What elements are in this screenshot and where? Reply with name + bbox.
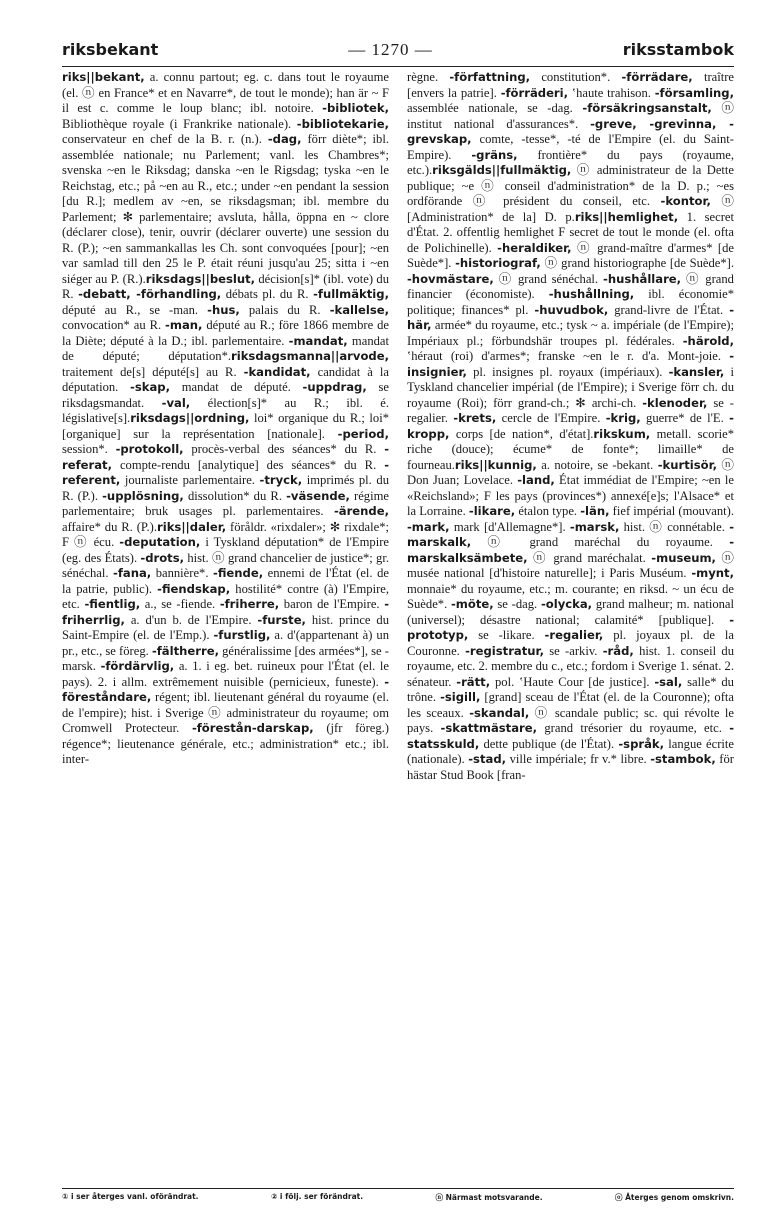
headword: -föreståndare, bbox=[62, 674, 389, 704]
headword: -historiograf, bbox=[455, 256, 541, 270]
definition-text: för hästar Stud Book [fran- bbox=[407, 752, 734, 782]
definition-text: ennemi de l'État (el. de la patrie, public). bbox=[62, 566, 389, 596]
definition-text: corps [de nation*, d'état]. bbox=[449, 426, 594, 441]
definition-text: armée* du royaume, etc.; tysk ~ a. impériale (de l'Empire); Impériaux pl.; förbundshär troupes pl. fédérales. bbox=[407, 318, 734, 348]
headword: -gräns, bbox=[471, 147, 518, 162]
definition-text: ⓝ grand maréchal du royaume. bbox=[471, 535, 730, 549]
definition-text: mandat de député; députation*. bbox=[62, 333, 389, 363]
headword: -period, bbox=[337, 426, 389, 441]
page-header bbox=[62, 40, 734, 62]
definition-text: procès-verbal des séances* du R. bbox=[183, 442, 385, 456]
definition-text: dette publique (de l'État). bbox=[479, 736, 619, 751]
definition-text: baron de l'Empire. bbox=[279, 597, 385, 611]
definition-text: loi* organique du R.; loi* [organique] sur la représentation [nationale]. bbox=[62, 411, 389, 441]
headword: -friherre, bbox=[219, 597, 280, 611]
definition-text: ⓝ institut national d'assurances*. bbox=[407, 101, 734, 131]
headword: -fördärvlig, bbox=[100, 659, 175, 673]
headword: -friherrlig, bbox=[62, 597, 389, 627]
headword: -referat, bbox=[62, 442, 389, 472]
headword: -bibliotek, bbox=[322, 101, 389, 115]
definition-text: ⓝ [Administration* de la] D. p. bbox=[407, 194, 734, 224]
headword: -skap, bbox=[130, 380, 170, 394]
headword: -olycka, bbox=[540, 597, 593, 611]
definition-text: a. d'(appartenant à) un pr., etc., se föreg. bbox=[62, 628, 389, 658]
headword: -skandal, bbox=[469, 705, 530, 720]
headword: -upplösning, bbox=[102, 488, 184, 503]
definition-text: ⓝ musée national [d'histoire naturelle]; i Paris Muséum. bbox=[407, 550, 734, 580]
headword: -kontor, bbox=[660, 194, 711, 208]
left-column bbox=[62, 70, 389, 1180]
definition-text: ⓝ scandale public; sc. qui révolte le pays. bbox=[407, 705, 734, 735]
definition-text: régent; ibl. lieutenant général du royaume (el. de l'empire); hist. i Sverige ⓝ administrateur du royaume; om Cromwell Protecteur. bbox=[62, 690, 389, 735]
definition-text: ⓝ administrateur de la Dette publique; ~e ⓝ conseil d'administration* de la D. p.; ~es ordförande ⓝ président du conseil, etc. bbox=[407, 163, 734, 208]
definition-text: Bibliothèque royale (i Frankrike nationale). bbox=[62, 116, 297, 131]
headword: -kropp, bbox=[407, 411, 734, 441]
legend-item: ⓝ Närmast motsvarande. bbox=[435, 1193, 543, 1202]
headword: -rätt, bbox=[456, 674, 491, 689]
headword: -statsskuld, bbox=[407, 721, 734, 751]
headword: -stad, bbox=[468, 752, 507, 766]
headword: -marskalk, bbox=[407, 519, 734, 549]
headword: -krig, bbox=[605, 411, 641, 425]
legend-item: ⓞ Återges genom omskrivn. bbox=[615, 1193, 734, 1202]
headword: -heraldiker, bbox=[497, 240, 572, 255]
headword: -val, bbox=[161, 395, 191, 410]
headword: -hovmästare, bbox=[407, 271, 494, 286]
headword: -sigill, bbox=[440, 690, 481, 704]
headword: -härold, bbox=[682, 333, 734, 348]
headword: -hushållare, bbox=[603, 271, 682, 286]
headword: -mandat, bbox=[288, 333, 348, 348]
headword: -protokoll, bbox=[115, 442, 184, 456]
definition-text: cercle de l'Empire. bbox=[496, 411, 606, 425]
headword: -furste, bbox=[257, 612, 306, 627]
definition-text: ibl. économie* politique; finances* pl. bbox=[407, 287, 734, 317]
headword: -sal, bbox=[654, 674, 683, 689]
definition-text: a., se -fiende. bbox=[140, 597, 220, 611]
headword: -kandidat, bbox=[243, 364, 311, 379]
definition-text: assemblée nationale, se -dag. bbox=[407, 101, 583, 115]
headword: rikskum, bbox=[593, 426, 651, 441]
right-guide-word: riksstambok bbox=[622, 40, 734, 59]
headword: -väsende, bbox=[286, 488, 350, 503]
definition-text: conservateur en chef de la B. r. (n.). bbox=[62, 132, 268, 146]
definition-text: élection[s]* au R.; ibl. é. législative[s]. bbox=[62, 395, 389, 425]
definition-text: [grand] sceau de l'État (el. de la Couronne); ofta les sceaux. bbox=[407, 690, 734, 720]
footer-rule bbox=[62, 1188, 734, 1189]
headword: riksdags||ordning, bbox=[130, 411, 250, 425]
definition-text: frontière* du pays (royaume, etc.). bbox=[407, 147, 734, 177]
headword: -registratur, bbox=[465, 643, 544, 658]
definition-text: ʽhéraut (roi) d'armes*; franske ~en le r. d'a. Mont-joie. bbox=[407, 349, 730, 363]
headword: -fana, bbox=[113, 566, 152, 580]
definition-text: (jfr föreg.) régence*; lieutenance générale, etc.; administration* etc.; ibl. inter- bbox=[62, 721, 389, 766]
headword: -här, bbox=[407, 302, 734, 332]
definition-text: ʽhaute trahison. bbox=[568, 85, 655, 100]
headword: -försäkringsanstalt, bbox=[582, 101, 712, 115]
headword: -författning, bbox=[449, 70, 531, 84]
definition-text: régime parlementaire; bruk usages pl. parlementaires. bbox=[62, 488, 389, 518]
headword: -referent, bbox=[62, 457, 389, 487]
definition-text: se riksdagsmandat. bbox=[62, 380, 389, 410]
definition-text: se -arkiv. bbox=[543, 643, 603, 658]
headword: -museum, bbox=[651, 550, 716, 565]
legend-item: ② i följ. ser förändrat. bbox=[270, 1192, 364, 1201]
definition-text: hist. prince du Saint-Empire (el. de l'Emp.). bbox=[62, 612, 389, 642]
definition-text: se -likare. bbox=[468, 628, 545, 642]
entry-paragraph bbox=[62, 70, 389, 768]
headword: -fullmäktig, bbox=[313, 287, 389, 301]
headword: riks||bekant, bbox=[62, 70, 145, 84]
headword: -språk, bbox=[618, 736, 665, 751]
definition-text: se -regalier. bbox=[407, 395, 734, 425]
headword: -prototyp, bbox=[407, 612, 734, 642]
definition-text: dissolution* du R. bbox=[183, 488, 287, 503]
definition-text: pl. joyaux pl. de la Couronne. bbox=[407, 628, 734, 658]
headword: -deputation, bbox=[119, 535, 201, 549]
definition-text: se -dag. bbox=[493, 597, 541, 611]
definition-text: constitution*. bbox=[530, 70, 622, 84]
headword: -drots, bbox=[140, 550, 185, 565]
headword: -regalier, bbox=[544, 628, 604, 642]
headword: -bibliotekarie, bbox=[296, 116, 389, 131]
headword: -tryck, bbox=[259, 473, 303, 487]
definition-text: règne. bbox=[407, 70, 450, 84]
definition-text: a. connu partout; eg. c. dans tout le royaume (el. ⓝ en France* et en Navarre*, de tout le monde); han är ~ F il est c. comme le loup blanc; ibl. notoire. bbox=[62, 70, 389, 115]
definition-text: affaire* du R. (P.). bbox=[62, 519, 158, 534]
headword: -marsk, bbox=[569, 519, 620, 534]
headword: -uppdrag, bbox=[302, 380, 367, 394]
headword: -fiende, bbox=[213, 566, 264, 580]
definition-text: débats pl. du R. bbox=[221, 287, 314, 301]
headword: -huvudbok, bbox=[534, 302, 609, 317]
definition-text: ⓝ grand maréchalat. bbox=[527, 550, 652, 565]
definition-text: grand-livre de l'État. bbox=[608, 302, 730, 317]
headword: -fältherre, bbox=[151, 643, 219, 658]
headword: riksdagsmanna||arvode, bbox=[231, 349, 389, 363]
headword: -stambok, bbox=[650, 752, 716, 766]
headword: -land, bbox=[517, 473, 555, 487]
headword: -mark, bbox=[407, 519, 450, 534]
headword: -län, bbox=[580, 504, 610, 518]
headword: -skattmästare, bbox=[440, 721, 538, 735]
definition-text: ⓝ grand-maître d'armes* [de Suède*]. bbox=[407, 240, 734, 270]
legend-item: ① i ser återges vanl. oförändrat. bbox=[62, 1192, 199, 1201]
definition-text: i Tyskland députation* de l'Empire (eg. des États). bbox=[62, 535, 389, 565]
definition-text: a. notoire, se -bekant. bbox=[536, 457, 658, 472]
headword: riksdags||beslut, bbox=[145, 271, 256, 286]
headword: -ärende, bbox=[333, 504, 389, 518]
definition-text: décision[s]* (ibl. vote) du R. bbox=[62, 271, 389, 301]
definition-text: député au R., se -man. bbox=[62, 302, 208, 317]
definition-text: candidat à la députation. bbox=[62, 364, 389, 394]
definition-text: ⓝ grand sénéchal. bbox=[493, 271, 604, 286]
definition-text: monnaie* du royaume, etc.; m. courante; en riksd. ~ un écu de Suède*. bbox=[407, 581, 734, 611]
definition-text: traître [envers la patrie]. bbox=[407, 70, 734, 100]
headword: -råd, bbox=[602, 643, 634, 658]
headword: -möte, bbox=[450, 597, 494, 611]
definition-text: ville impériale; fr v.* libre. bbox=[506, 752, 651, 766]
definition-text: journaliste parlementaire. bbox=[120, 473, 260, 487]
definition-text: comte, -tesse*, -té de l'Empire (el. du Saint-Empire). bbox=[407, 132, 734, 162]
headword: -kallelse, bbox=[329, 302, 389, 317]
right-column bbox=[407, 70, 734, 1180]
footer-legend bbox=[62, 1192, 734, 1206]
headword: riks||kunnig, bbox=[454, 457, 537, 472]
definition-text: pl. insignes pl. royaux (impériaux). bbox=[466, 364, 669, 379]
headword: -kansler, bbox=[668, 364, 725, 379]
headword: -insignier, bbox=[407, 349, 734, 379]
definition-text: grand malheur; m. national (universel); désastre national; calamité* [publique]. bbox=[407, 597, 734, 627]
definition-text: palais du R. bbox=[239, 302, 330, 317]
headword: -hus, bbox=[207, 302, 240, 317]
headword: -fientlig, bbox=[84, 597, 141, 611]
definition-text: pol. ʽHaute Cour [de justice]. bbox=[490, 674, 655, 689]
definition-text: föråldr. «rixdaler»; ✻ rixdale*; F ⓝ écu. bbox=[62, 519, 389, 549]
headword: -likare, bbox=[468, 504, 516, 518]
definition-text: mandat de député. bbox=[169, 380, 303, 394]
headword: -greve, -grevinna, -grevskap, bbox=[407, 116, 734, 146]
headword: riks||hemlighet, bbox=[574, 209, 679, 224]
definition-text: langue écrite (nationale). bbox=[407, 736, 734, 766]
definition-text: hist. 1. conseil du royaume, etc. 2. membre du c., etc.; fordom i Sverige 1. sénat. 2. sénateur. bbox=[407, 643, 734, 689]
definition-text: député au R.; före 1866 membre de la Diète; député à la D.; ibl. parlementaire. bbox=[62, 318, 389, 348]
definition-text: mark [d'Allemagne*]. bbox=[449, 519, 570, 534]
headword: -mynt, bbox=[691, 566, 734, 580]
headword: -hushållning, bbox=[548, 287, 635, 301]
definition-text: fief impérial (mouvant). bbox=[609, 504, 734, 518]
left-guide-word: riksbekant bbox=[62, 40, 159, 59]
entry-paragraph bbox=[407, 70, 734, 783]
page-number: — 1270 — bbox=[348, 40, 433, 59]
headword: -fiendskap, bbox=[157, 581, 231, 596]
headword: -krets, bbox=[453, 411, 497, 425]
definition-text: i Tyskland chancelier impérial (de l'Empire); i Sverige förr ch. du royaume (Roi); förr grand-ch.; ✻ archi-ch. bbox=[407, 364, 734, 410]
definition-text: ⓝ grand historiographe [de Suède*]. bbox=[540, 256, 734, 270]
definition-text: grand trésorier du royaume, etc. bbox=[537, 721, 730, 735]
headword: -församling, bbox=[654, 85, 734, 100]
definition-text: hostilité* contre (à) l'Empire, etc. bbox=[62, 581, 389, 611]
definition-text: a. d'un b. de l'Empire. bbox=[124, 612, 258, 627]
definition-text: généralissime [des armées*], se -marsk. bbox=[62, 643, 389, 673]
definition-text: metall. scorie* riche (douce); écume* de fonte*; limaille* de fourneau. bbox=[407, 426, 734, 472]
definition-text: förr diète*; ibl. assemblée nationale; nu Parlement; vanl. les Chambres*; svenska ~en le Riksdag; danska ~en le Rigsdag; tyska ~en le Reichstag, etc.; på ~en au R., etc.; under ~en pendant la session [du R.]; medlem av ~en, se riksdagsman; ibl. membre du Parlement; ✻ parlementaire; avsluta, hålla, öppna en ~ clore (déclarer close), tenir, ouvrir (déclarer ouverte) une session du R. (P.); ~en sammankallas les Ch. sont convoquées [pour]; ~en var samlad till den 25 le P. était réuni jusqu'au 25; sitta i ~en siéger au P. (R.). bbox=[62, 132, 389, 286]
definition-text: traitement de[s] député[s] au R. bbox=[62, 364, 244, 379]
definition-text: État immédiat de l'Empire; ~en le «Reichsland»; F les pays (provinces*) annexé[e]s; l'Alsace* et la Lorraine. bbox=[407, 473, 734, 518]
definition-text: hist. ⓝ grand chancelier de justice*; gr. sénéchal. bbox=[62, 550, 389, 580]
headword: -kurtisör, bbox=[657, 457, 718, 472]
headword: -klenoder, bbox=[642, 395, 708, 410]
headword: -debatt, -förhandling, bbox=[78, 287, 222, 301]
headword: -furstlig, bbox=[213, 628, 271, 642]
definition-text: hist. ⓝ connétable. bbox=[619, 519, 730, 534]
headword: riksgälds||fullmäktig, bbox=[432, 163, 572, 177]
definition-text: ⓝ grand financier (économiste). bbox=[407, 271, 734, 301]
definition-text: session*. bbox=[62, 442, 116, 456]
headword: -marskalksämbete, bbox=[407, 535, 734, 565]
definition-text: convocation* au R. bbox=[62, 318, 166, 332]
headword: -man, bbox=[165, 318, 203, 332]
headword: -förräderi, bbox=[500, 85, 569, 100]
definition-text: guerre* de l'E. bbox=[640, 411, 730, 425]
definition-text: compte-rendu [analytique] des séances* du R. bbox=[111, 457, 385, 472]
headword: -förrädare, bbox=[621, 70, 693, 84]
headword: riks||daler, bbox=[157, 519, 227, 534]
definition-text: a. 1. i eg. bet. ruineux pour l'État (el. le pays). 2. i allm. extrêmement nuisible (pernicieux, funeste). bbox=[62, 659, 389, 689]
definition-text: 1. secret d'État. 2. offentlig hemlighet F secret de tout le monde (el. ofta de Polichinelle). bbox=[407, 209, 734, 255]
dictionary-columns bbox=[62, 70, 734, 1190]
definition-text: étalon type. bbox=[515, 504, 581, 518]
definition-text: ⓝ Don Juan; Lovelace. bbox=[407, 457, 734, 487]
definition-text: imprimés pl. du R. (P.). bbox=[62, 473, 389, 503]
headword: -förestån-darskap, bbox=[191, 721, 314, 735]
definition-text: bannière*. bbox=[151, 566, 214, 580]
definition-text: salle* du trône. bbox=[407, 674, 734, 704]
header-rule bbox=[62, 66, 734, 67]
headword: -dag, bbox=[267, 132, 302, 146]
